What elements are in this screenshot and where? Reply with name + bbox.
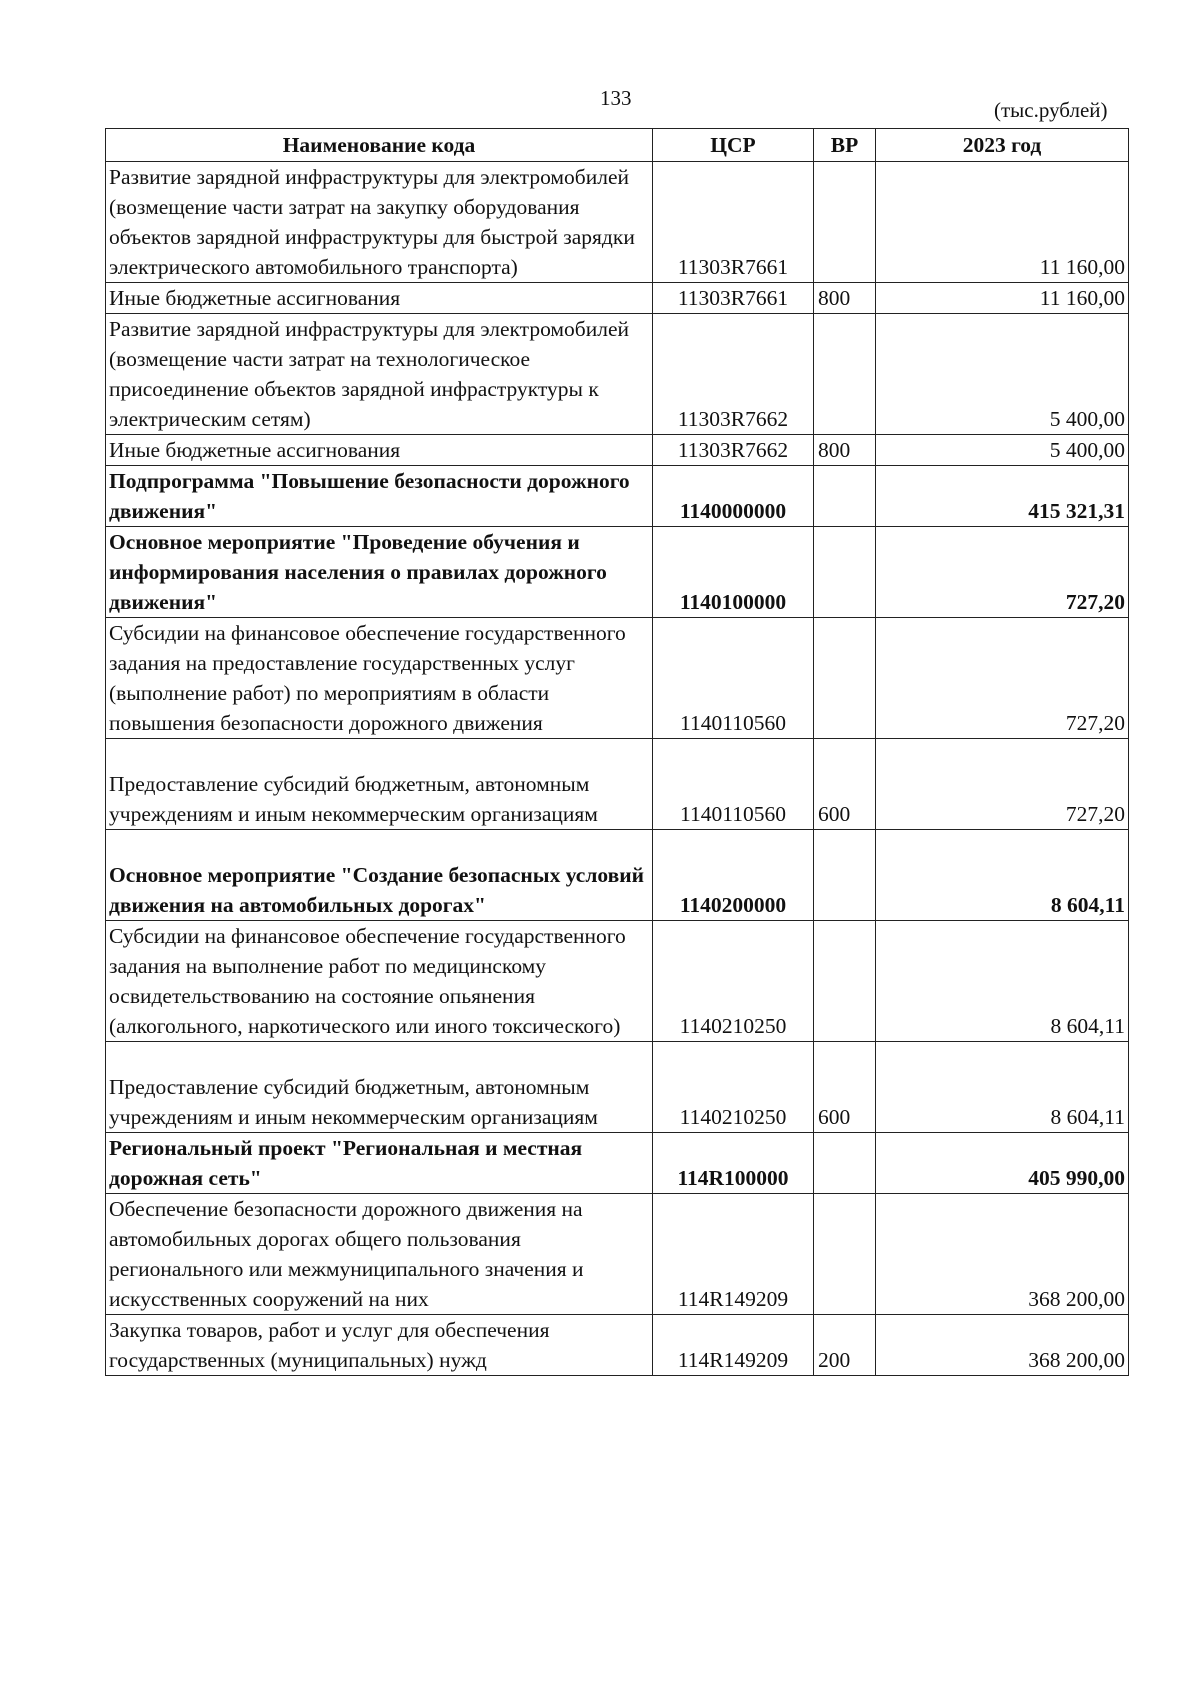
table-body (106, 162, 1129, 1376)
table-row (106, 1042, 1129, 1133)
table-row (106, 314, 1129, 435)
cell-csr: 1140110560 (653, 739, 814, 830)
cell-csr: 114R100000 (653, 1133, 814, 1194)
cell-vr (814, 921, 876, 1042)
cell-vr (814, 162, 876, 283)
cell-sum: 11 160,00 (876, 283, 1129, 314)
cell-vr (814, 466, 876, 527)
cell-sum: 727,20 (876, 527, 1129, 618)
cell-name: Основное мероприятие "Проведение обучения и информирования населения о правилах дорожного движения" (106, 527, 653, 618)
cell-sum: 11 160,00 (876, 162, 1129, 283)
table-row (106, 1133, 1129, 1194)
cell-name: Предоставление субсидий бюджетным, автономным учреждениям и иным некоммерческим организациям (106, 739, 653, 830)
cell-csr: 11303R7662 (653, 435, 814, 466)
cell-name: Основное мероприятие "Создание безопасных условий движения на автомобильных дорогах" (106, 830, 653, 921)
cell-name: Обеспечение безопасности дорожного движения на автомобильных дорогах общего пользования регионального или межмуниципального значения и искусственных сооружений на них (106, 1194, 653, 1315)
cell-name: Иные бюджетные ассигнования (106, 435, 653, 466)
table-row (106, 162, 1129, 283)
cell-vr (814, 527, 876, 618)
cell-csr: 1140110560 (653, 618, 814, 739)
cell-name: Субсидии на финансовое обеспечение государственного задания на предоставление государственных услуг (выполнение работ) по мероприятиям в области повышения безопасности дорожного движения (106, 618, 653, 739)
cell-name: Субсидии на финансовое обеспечение государственного задания на выполнение работ по медицинскому освидетельствованию на состояние опьянения (алкогольного, наркотического или иного токсического) (106, 921, 653, 1042)
cell-sum: 727,20 (876, 618, 1129, 739)
cell-vr (814, 314, 876, 435)
cell-vr (814, 1194, 876, 1315)
cell-vr: 200 (814, 1315, 876, 1376)
cell-csr: 11303R7662 (653, 314, 814, 435)
cell-csr: 1140100000 (653, 527, 814, 618)
header-name: Наименование кода (106, 129, 653, 162)
cell-vr (814, 1133, 876, 1194)
cell-vr (814, 618, 876, 739)
cell-vr: 600 (814, 1042, 876, 1133)
cell-csr: 11303R7661 (653, 162, 814, 283)
cell-sum: 5 400,00 (876, 314, 1129, 435)
cell-name: Развитие зарядной инфраструктуры для электромобилей (возмещение части затрат на закупку оборудования объектов зарядной инфраструктуры для быстрой зарядки электрического автомобильного транспорта) (106, 162, 653, 283)
cell-name: Закупка товаров, работ и услуг для обеспечения государственных (муниципальных) нужд (106, 1315, 653, 1376)
cell-vr: 800 (814, 283, 876, 314)
cell-name: Иные бюджетные ассигнования (106, 283, 653, 314)
cell-sum: 8 604,11 (876, 830, 1129, 921)
cell-vr: 800 (814, 435, 876, 466)
header-csr: ЦСР (653, 129, 814, 162)
table-header-row (106, 129, 1129, 162)
cell-vr (814, 830, 876, 921)
cell-sum: 5 400,00 (876, 435, 1129, 466)
cell-csr: 1140200000 (653, 830, 814, 921)
cell-sum: 368 200,00 (876, 1315, 1129, 1376)
table-row (106, 283, 1129, 314)
cell-csr: 1140000000 (653, 466, 814, 527)
units-label: (тыс.рублей) (994, 98, 1108, 122)
table-row (106, 1194, 1129, 1315)
cell-sum: 8 604,11 (876, 1042, 1129, 1133)
cell-csr: 114R149209 (653, 1315, 814, 1376)
cell-name: Региональный проект "Региональная и местная дорожная сеть" (106, 1133, 653, 1194)
table-row (106, 527, 1129, 618)
cell-vr: 600 (814, 739, 876, 830)
table-row (106, 435, 1129, 466)
budget-table (105, 128, 1129, 1376)
table-row (106, 921, 1129, 1042)
cell-csr: 1140210250 (653, 1042, 814, 1133)
table-row (106, 466, 1129, 527)
cell-csr: 1140210250 (653, 921, 814, 1042)
cell-csr: 11303R7661 (653, 283, 814, 314)
cell-name: Подпрограмма "Повышение безопасности дорожного движения" (106, 466, 653, 527)
header-sum: 2023 год (876, 129, 1129, 162)
table-row (106, 1315, 1129, 1376)
cell-name: Предоставление субсидий бюджетным, автономным учреждениям и иным некоммерческим организациям (106, 1042, 653, 1133)
table-row (106, 618, 1129, 739)
cell-sum: 8 604,11 (876, 921, 1129, 1042)
cell-name: Развитие зарядной инфраструктуры для электромобилей (возмещение части затрат на технологическое присоединение объектов зарядной инфраструктуры к электрическим сетям) (106, 314, 653, 435)
cell-sum: 727,20 (876, 739, 1129, 830)
cell-sum: 415 321,31 (876, 466, 1129, 527)
table-row (106, 830, 1129, 921)
cell-csr: 114R149209 (653, 1194, 814, 1315)
page-number: 133 (600, 86, 632, 110)
cell-sum: 368 200,00 (876, 1194, 1129, 1315)
header-vr: ВР (814, 129, 876, 162)
table-row (106, 739, 1129, 830)
cell-sum: 405 990,00 (876, 1133, 1129, 1194)
